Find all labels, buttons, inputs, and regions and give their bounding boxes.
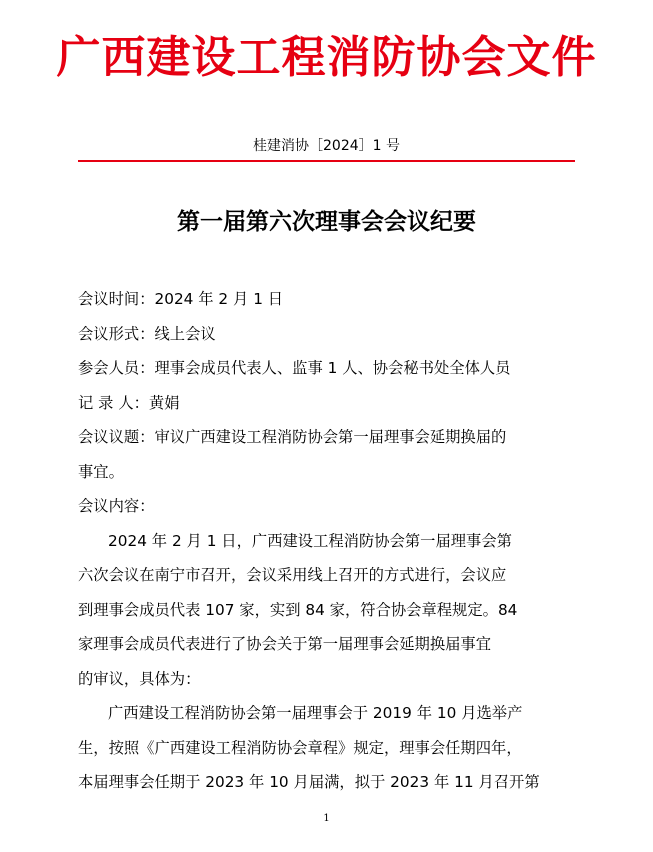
paragraph-1-line: 到理事会成员代表 107 家，实到 84 家，符合协会章程规定。84 <box>78 600 518 619</box>
paragraph-2-line: 广西建设工程消防协会第一届理事会于 2019 年 10 月选举产 <box>108 704 523 722</box>
page-number: 1 <box>323 813 330 824</box>
organization-header-title: 广西建设工程消防协会文件 <box>56 32 597 83</box>
meeting-attendees: 参会人员：理事会成员代表人、监事 1 人、协会秘书处全体人员 <box>78 359 511 377</box>
paragraph-1-line: 的审议，具体为： <box>78 669 201 688</box>
meeting-content-label: 会议内容： <box>78 497 155 515</box>
paragraph-2-line: 生，按照《广西建设工程消防协会章程》规定，理事会任期四年， <box>78 738 522 757</box>
document-title: 第一届第六次理事会会议纪要 <box>177 208 476 235</box>
paragraph-1-line: 六次会议在南宁市召开，会议采用线上召开的方式进行，会议应 <box>78 566 507 584</box>
meeting-format: 会议形式：线上会议 <box>78 324 216 343</box>
red-divider-line <box>78 160 575 162</box>
meeting-recorder: 记 录 人：黄娟 <box>78 393 180 412</box>
meeting-time: 会议时间：2024 年 2 月 1 日 <box>78 290 284 308</box>
meeting-topic-line-2: 事宜。 <box>78 462 124 481</box>
paragraph-1-line: 2024 年 2 月 1 日，广西建设工程消防协会第一届理事会第 <box>108 531 512 550</box>
meeting-topic-line-1: 会议议题：审议广西建设工程消防协会第一届理事会延期换届的 <box>78 428 507 446</box>
paragraph-1-line: 家理事会成员代表进行了协会关于第一届理事会延期换届事宜 <box>78 635 492 653</box>
paragraph-2-line: 本届理事会任期于 2023 年 10 月届满，拟于 2023 年 11 月召开第 <box>78 773 540 791</box>
document-number: 桂建消协［2024］1 号 <box>253 138 400 154</box>
document-body <box>78 286 575 804</box>
